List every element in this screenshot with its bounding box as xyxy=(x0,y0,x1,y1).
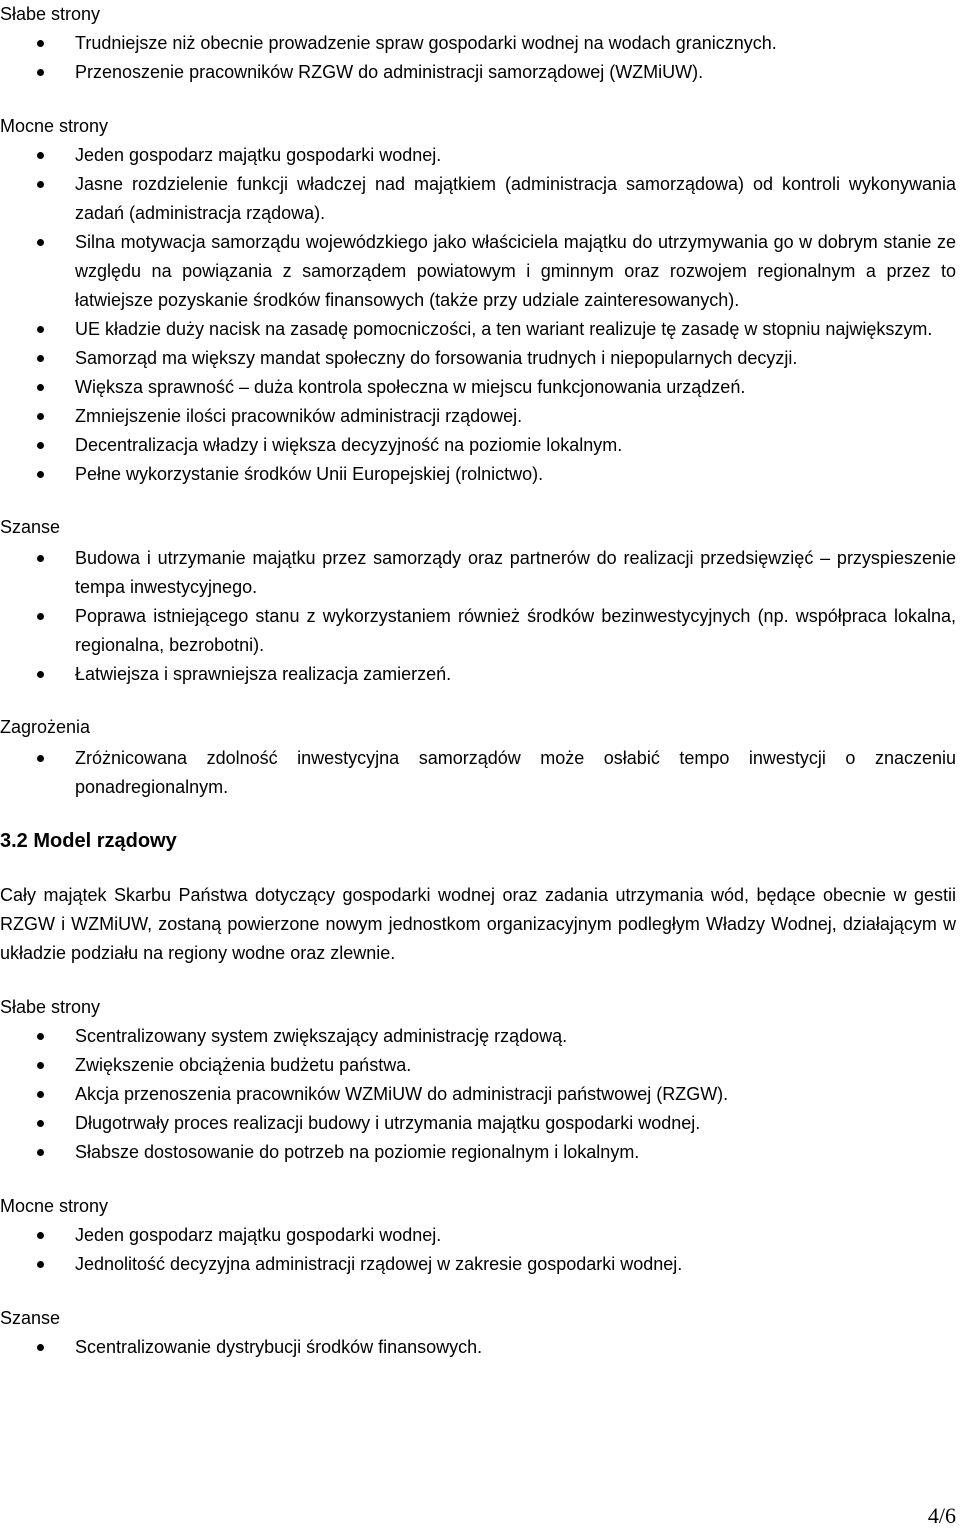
list-item xyxy=(0,431,956,460)
list-item xyxy=(0,1138,956,1167)
bullet-icon xyxy=(37,671,44,678)
section-label-threats: Zagrożenia xyxy=(0,717,91,737)
list-item-text: Jednolitość decyzyjna administracji rządowej w zakresie gospodarki wodnej. xyxy=(75,1254,683,1274)
list-item xyxy=(0,170,956,228)
list-item-text: Łatwiejsza i sprawniejsza realizacja zamierzeń. xyxy=(75,664,452,684)
list-item xyxy=(0,544,956,602)
opportunities-list-2 xyxy=(0,1333,956,1362)
list-item xyxy=(0,1109,956,1138)
list-item-text: Trudniejsze niż obecnie prowadzenie spraw gospodarki wodnej na wodach granicznych. xyxy=(75,33,777,53)
list-item xyxy=(0,344,956,373)
list-item-text: Decentralizacja władzy i większa decyzyjność na poziomie lokalnym. xyxy=(75,435,623,455)
section-label-strengths: Mocne strony xyxy=(0,116,109,136)
bullet-icon xyxy=(37,152,44,159)
list-item-text: Zmniejszenie ilości pracowników administracji rządowej. xyxy=(75,406,523,426)
bullet-icon xyxy=(37,239,44,246)
list-item-text: Słabsze dostosowanie do potrzeb na poziomie regionalnym i lokalnym. xyxy=(75,1142,640,1162)
bullet-icon xyxy=(37,40,44,47)
page-number: 4/6 xyxy=(927,1503,956,1528)
list-item-text: Scentralizowany system zwiększający administrację rządową. xyxy=(75,1026,568,1046)
list-item xyxy=(0,141,956,170)
weaknesses-list-2 xyxy=(0,1022,956,1167)
section-label-weaknesses: Słabe strony xyxy=(0,4,101,24)
list-item xyxy=(0,1221,956,1250)
list-item xyxy=(0,228,956,315)
list-item xyxy=(0,58,956,87)
section-label-opportunities-2: Szanse xyxy=(0,1308,61,1328)
list-item-text: Jasne rozdzielenie funkcji władczej nad majątkiem (administracja samorządowa) od kontroli wykonywania zadań (administracja rządowa). xyxy=(75,174,956,223)
strengths-list-2 xyxy=(0,1221,956,1279)
bullet-icon xyxy=(37,555,44,562)
bullet-icon xyxy=(37,69,44,76)
bullet-icon xyxy=(37,1120,44,1127)
section-label-opportunities: Szanse xyxy=(0,517,61,537)
bullet-icon xyxy=(37,1344,44,1351)
list-item xyxy=(0,373,956,402)
list-item-text: Jeden gospodarz majątku gospodarki wodnej. xyxy=(75,1225,442,1245)
list-item-text: Poprawa istniejącego stanu z wykorzystaniem również środków bezinwestycyjnych (np. współpraca lokalna, regionalna, bezrobotni). xyxy=(75,606,956,655)
bullet-icon xyxy=(37,755,44,762)
bullet-icon xyxy=(37,1033,44,1040)
list-item-text: Długotrwały proces realizacji budowy i utrzymania majątku gospodarki wodnej. xyxy=(75,1113,701,1133)
bullet-icon xyxy=(37,326,44,333)
list-item xyxy=(0,744,956,802)
list-item xyxy=(0,1080,956,1109)
list-item xyxy=(0,29,956,58)
list-item-text: Większa sprawność – duża kontrola społeczna w miejscu funkcjonowania urządzeń. xyxy=(75,377,746,397)
list-item xyxy=(0,602,956,660)
bullet-icon xyxy=(37,181,44,188)
bullet-icon xyxy=(37,1232,44,1239)
body-paragraph: Cały majątek Skarbu Państwa dotyczący gospodarki wodnej oraz zadania utrzymania wód, będące obecnie w gestii RZGW i WZMiUW, zostaną powierzone nowym jednostkom organizacyjnym podległym Władzy Wodnej, działającym w układzie podziału na regiony wodne oraz zlewnie. xyxy=(0,885,956,963)
section-heading: 3.2 Model rządowy xyxy=(0,830,177,852)
list-item-text: Silna motywacja samorządu wojewódzkiego jako właściciela majątku do utrzymywania go w dobrym stanie ze względu na powiązania z samorządem powiatowym i gminnym oraz rozwojem regionalnym a przez to łatwiejsze pozyskanie środków finansowych (także przy udziale zainteresowanych). xyxy=(75,232,956,310)
list-item xyxy=(0,1022,956,1051)
list-item-text: Zwiększenie obciążenia budżetu państwa. xyxy=(75,1055,412,1075)
bullet-icon xyxy=(37,442,44,449)
strengths-list xyxy=(0,141,956,489)
bullet-icon xyxy=(37,1149,44,1156)
weaknesses-list xyxy=(0,29,956,87)
threats-list xyxy=(0,744,956,802)
list-item xyxy=(0,402,956,431)
list-item-text: UE kładzie duży nacisk na zasadę pomocniczości, a ten wariant realizuje tę zasadę w stopniu największym. xyxy=(75,319,933,339)
bullet-icon xyxy=(37,384,44,391)
bullet-icon xyxy=(37,1261,44,1268)
section-label-strengths-2: Mocne strony xyxy=(0,1196,109,1216)
list-item-text: Scentralizowanie dystrybucji środków finansowych. xyxy=(75,1337,483,1357)
list-item xyxy=(0,1333,956,1362)
list-item-text: Jeden gospodarz majątku gospodarki wodnej. xyxy=(75,145,442,165)
list-item-text: Zróżnicowana zdolność inwestycyjna samorządów może osłabić tempo inwestycji o znaczeniu ponadregionalnym. xyxy=(75,748,956,797)
list-item xyxy=(0,660,956,689)
bullet-icon xyxy=(37,1062,44,1069)
list-item xyxy=(0,315,956,344)
bullet-icon xyxy=(37,413,44,420)
list-item-text: Budowa i utrzymanie majątku przez samorządy oraz partnerów do realizacji przedsięwzięć – przyspieszenie tempa inwestycyjnego. xyxy=(75,548,956,597)
section-label-weaknesses-2: Słabe strony xyxy=(0,997,101,1017)
list-item xyxy=(0,1051,956,1080)
bullet-icon xyxy=(37,1091,44,1098)
opportunities-list xyxy=(0,544,956,689)
list-item-text: Akcja przenoszenia pracowników WZMiUW do administracji państwowej (RZGW). xyxy=(75,1084,729,1104)
list-item xyxy=(0,1250,956,1279)
bullet-icon xyxy=(37,613,44,620)
list-item-text: Samorząd ma większy mandat społeczny do forsowania trudnych i niepopularnych decyzji. xyxy=(75,348,798,368)
bullet-icon xyxy=(37,355,44,362)
list-item-text: Przenoszenie pracowników RZGW do administracji samorządowej (WZMiUW). xyxy=(75,62,704,82)
bullet-icon xyxy=(37,471,44,478)
list-item-text: Pełne wykorzystanie środków Unii Europejskiej (rolnictwo). xyxy=(75,464,544,484)
list-item xyxy=(0,460,956,489)
